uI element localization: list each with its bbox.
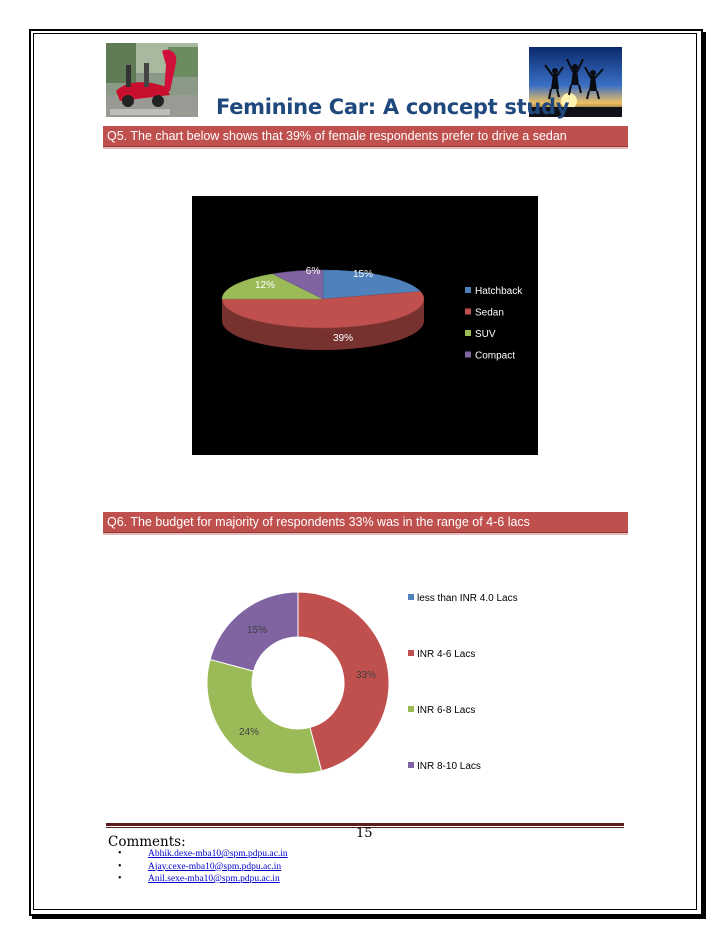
email-list [118,848,288,886]
car-type-pie-chart [192,196,538,455]
q6-chart [103,560,628,800]
legend-label: Sedan [475,307,504,319]
page-title: Feminine Car: A concept study [216,95,570,119]
legend-swatch [465,309,471,315]
page-number: 15 [356,826,373,841]
legend-label: INR 6-8 Lacs [417,705,476,716]
pie-data-label: 39% [332,333,354,344]
email-link[interactable]: • Ajay.cexe-mba10@spm.pdpu.ac.in [118,861,288,874]
pie-data-label: 6% [305,266,321,277]
email-link[interactable]: • Abhik.dexe-mba10@spm.pdpu.ac.in [118,848,288,861]
legend-swatch [408,762,414,768]
legend-label: INR 4-6 Lacs [417,649,476,660]
legend-swatch [408,594,414,600]
doughnut-data-label: 24% [238,727,260,738]
q5-chart [192,196,538,455]
legend-swatch [465,287,471,293]
comments-heading: Comments: [108,834,186,850]
legend-swatch [408,650,414,656]
budget-doughnut-chart [103,560,628,800]
pie-data-label: 15% [352,269,374,280]
doughnut-data-label: 15% [246,625,268,636]
legend-swatch [408,706,414,712]
legend-swatch [465,330,471,336]
legend-label: Compact [475,350,516,362]
email-link[interactable]: • Anil.sexe-mba10@spm.pdpu.ac.in [118,873,288,886]
legend-label: SUV [475,329,496,340]
heel-car-photo [106,43,198,117]
legend-swatch [465,352,471,358]
doughnut-data-label: 33% [355,670,377,681]
pie-data-label: 12% [254,280,276,291]
doughnut-slice [207,659,322,774]
q6-heading-band: Q6. The budget for majority of respondents 33% was in the range of 4-6 lacs [103,511,628,532]
legend-label: Hatchback [475,286,523,297]
legend-label: less than INR 4.0 Lacs [417,593,518,604]
legend-label: INR 8-10 Lacs [417,761,481,772]
q5-heading-band: Q5. The chart below shows that 39% of female respondents prefer to drive a sedan [103,125,628,146]
